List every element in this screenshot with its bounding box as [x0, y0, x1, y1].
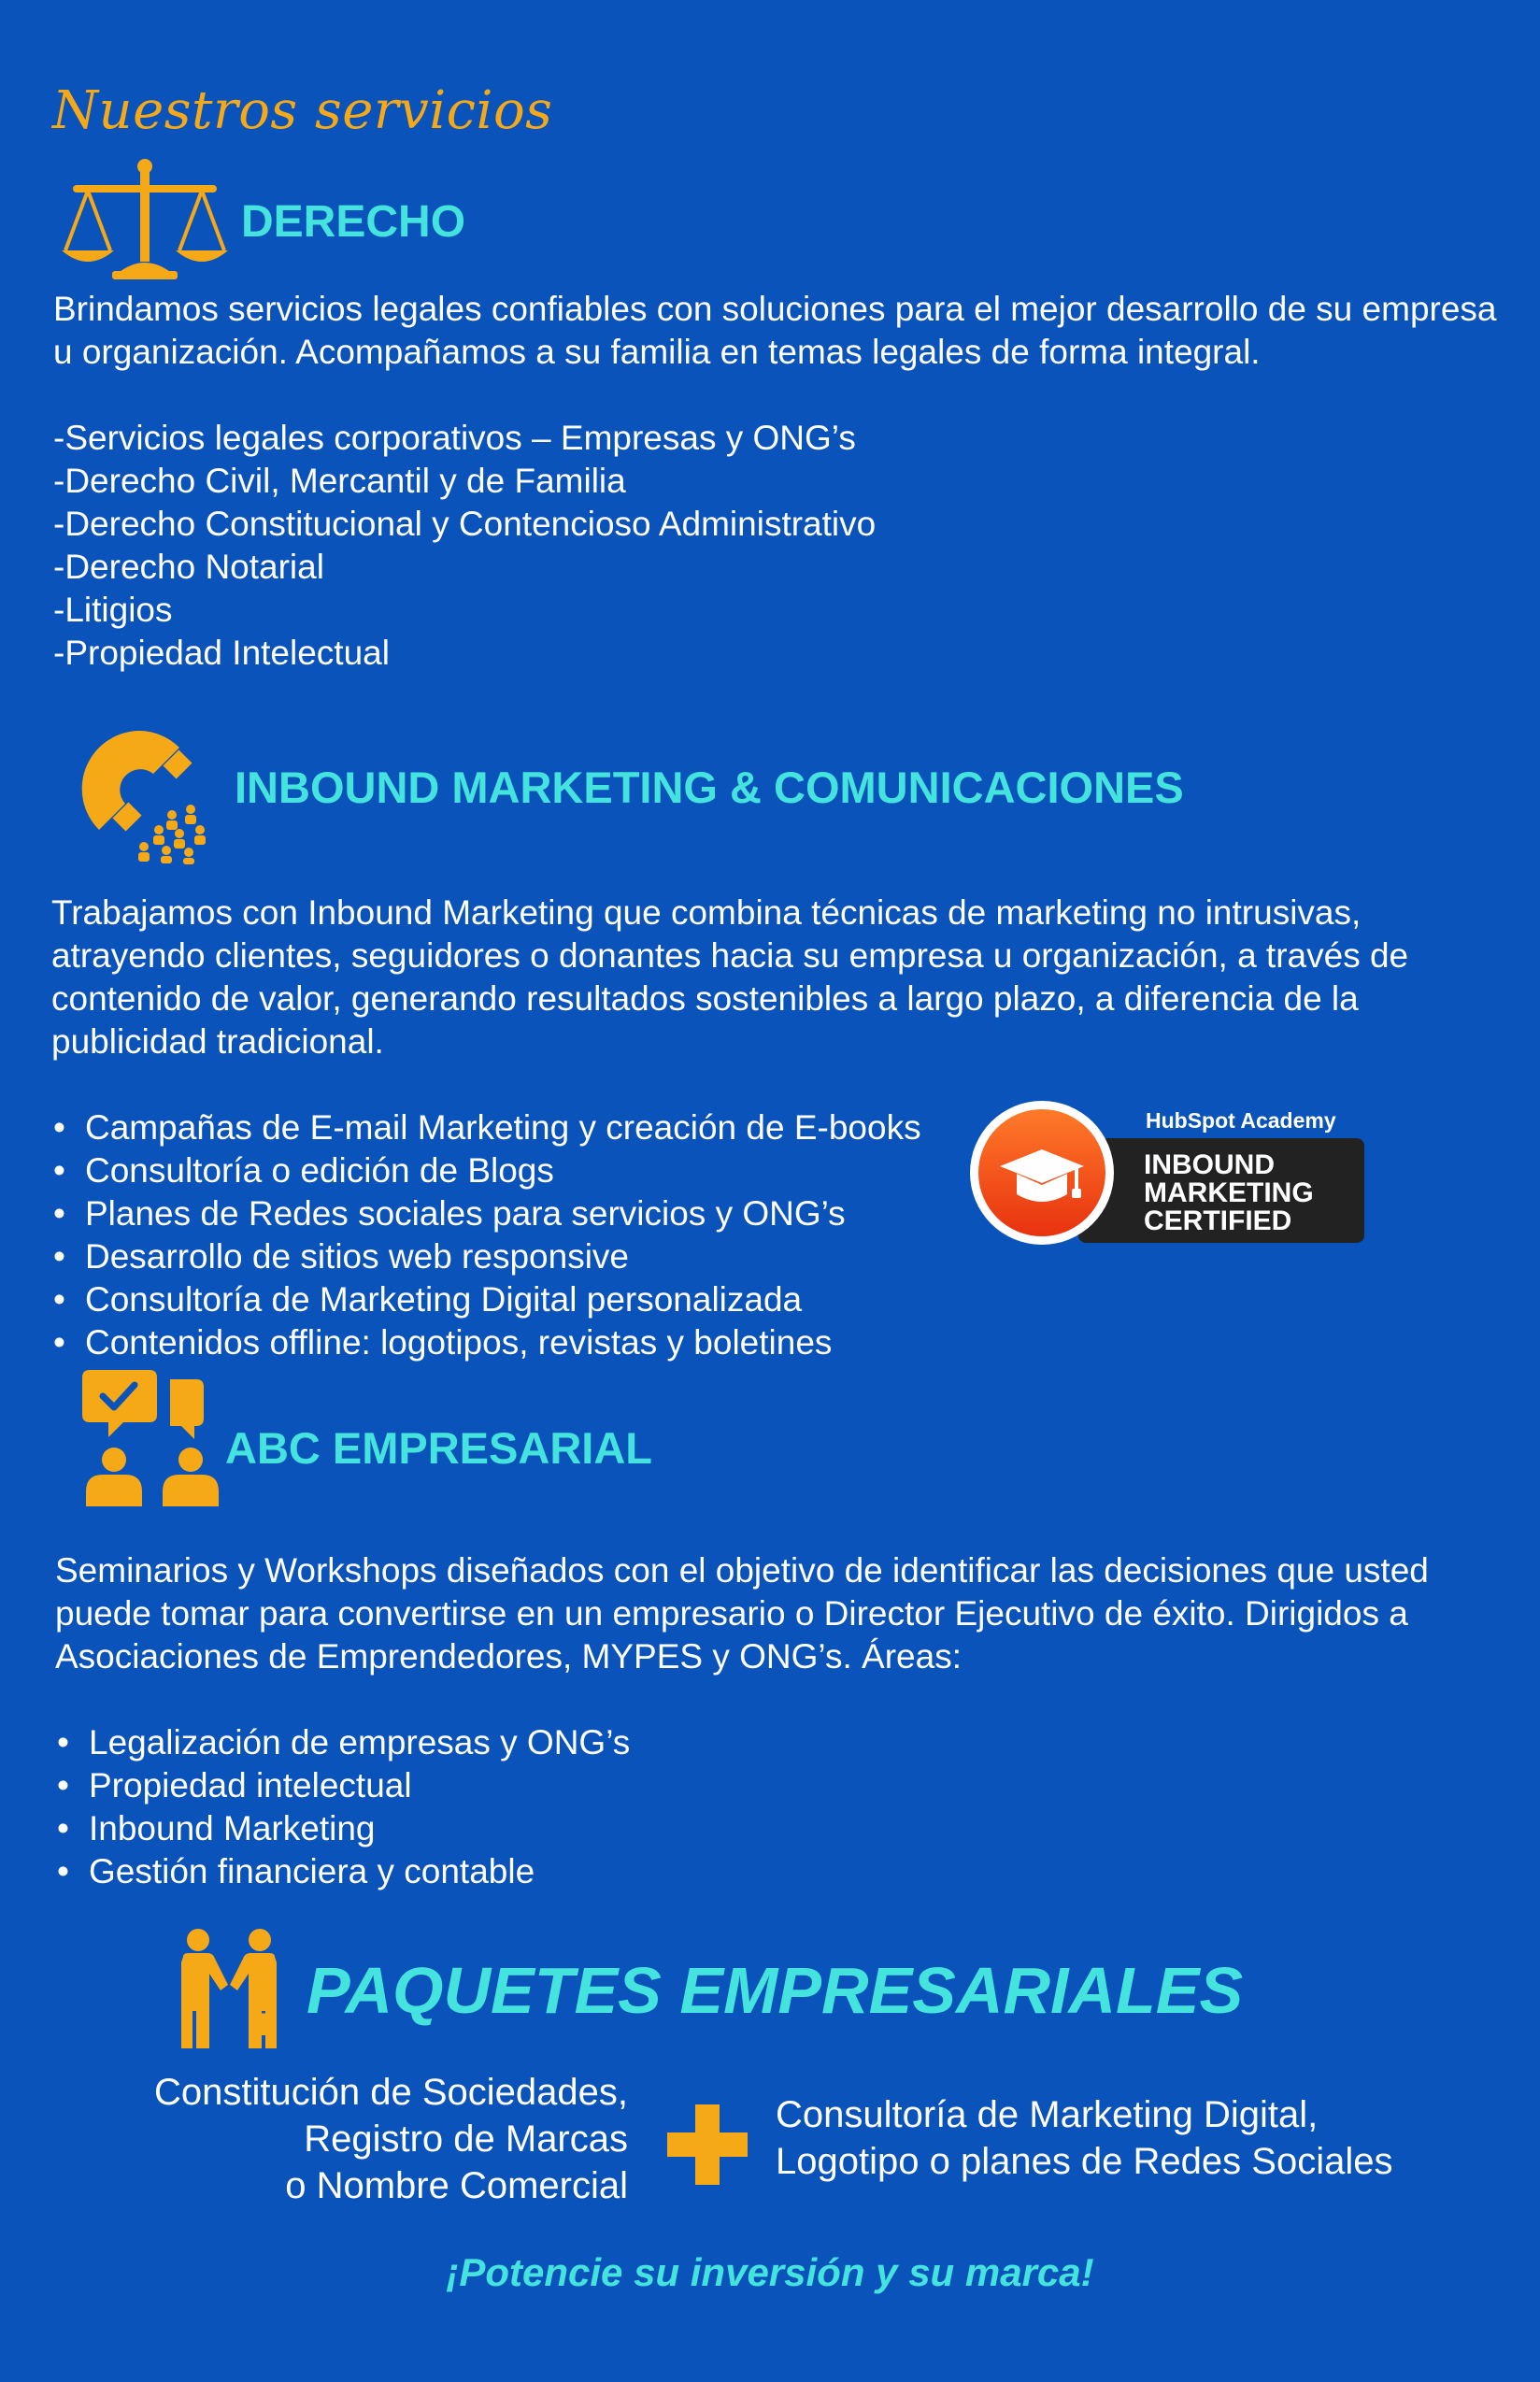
package-legal-line-3: o Nombre Comercial [285, 2165, 628, 2206]
badge-line-2: MARKETING [1144, 1177, 1314, 1208]
list-item: -Propiedad Intelectual [53, 634, 390, 672]
consulting-people-icon [80, 1370, 221, 1506]
abc-list [55, 1721, 1513, 1893]
list-item: • Legalización de empresas y ONG’s [55, 1721, 1513, 1764]
package-marketing-services [776, 2091, 1392, 2185]
list-item: -Derecho Civil, Mercantil y de Familia [53, 462, 626, 500]
derecho-heading: DERECHO [241, 197, 466, 247]
package-marketing-line-2: Logotipo o planes de Redes Sociales [776, 2141, 1393, 2182]
inbound-intro: Trabajamos con Inbound Marketing que combina técnicas de marketing no intrusivas, atrayendo clientes, seguidores o donantes hacia su empresa u organización, a través de contenido de valor, generando resultados sostenibles a largo plazo, a diferencia de la publicidad tradicional. [51, 893, 1409, 1061]
derecho-intro: Brindamos servicios legales confiables con soluciones para el mejor desarrollo de su empresa u organización. Acompañamos a su familia en temas legales de forma integral. [53, 290, 1497, 371]
scales-icon [60, 157, 230, 284]
list-item: • Consultoría de Marketing Digital personalizada [51, 1278, 1509, 1321]
badge-line-1: INBOUND [1144, 1149, 1275, 1180]
list-item: -Derecho Constitucional y Contencioso Administrativo [53, 505, 877, 543]
badge-line-3: CERTIFIED [1144, 1205, 1292, 1236]
paquetes-heading: PAQUETES EMPRESARIALES [307, 1954, 1244, 2027]
list-item: • Campañas de E-mail Marketing y creación de E-books [51, 1106, 1509, 1149]
list-item: • Propiedad intelectual [55, 1764, 1513, 1807]
package-legal-line-2: Registro de Marcas [304, 2118, 628, 2160]
page-title: Nuestros servicios [52, 80, 553, 141]
package-legal-services [154, 2069, 628, 2209]
list-item: -Litigios [53, 591, 173, 629]
badge-academy-label: HubSpot Academy [1146, 1108, 1336, 1133]
abc-intro: Seminarios y Workshops diseñados con el objetivo de identificar las decisiones que usted puede tomar para convertirse en un empresario o Director Ejecutivo de éxito. Dirigidos a Asociaciones de Emprendedores, MYPES y ONG’s. Áreas: [55, 1551, 1429, 1676]
list-item: -Derecho Notarial [53, 548, 324, 586]
hubspot-certification-badge [968, 1099, 1366, 1247]
plus-icon [667, 2104, 748, 2185]
graduation-cap-icon [968, 1099, 1116, 1247]
list-item: • Desarrollo de sitios web responsive [51, 1235, 1509, 1278]
inbound-heading: INBOUND MARKETING & COMUNICACIONES [235, 763, 1184, 812]
handshake-icon [179, 1929, 280, 2048]
badge-label-panel [1078, 1138, 1364, 1243]
list-item: • Inbound Marketing [55, 1807, 1513, 1850]
magnet-people-icon [75, 725, 215, 865]
list-item: • Contenidos offline: logotipos, revistas y boletines [51, 1321, 1509, 1364]
derecho-section-text [53, 288, 1502, 675]
package-marketing-line-1: Consultoría de Marketing Digital, [776, 2094, 1319, 2135]
list-item: -Servicios legales corporativos – Empresas y ONG’s [53, 419, 856, 457]
list-item: • Consultoría o edición de Blogs [51, 1149, 1509, 1192]
list-item: • Planes de Redes sociales para servicios y ONG’s [51, 1192, 1509, 1235]
abc-section-text [55, 1549, 1513, 1893]
package-legal-line-1: Constitución de Sociedades, [154, 2072, 628, 2113]
abc-heading: ABC EMPRESARIAL [225, 1423, 652, 1473]
tagline: ¡Potencie su inversión y su marca! [446, 2250, 1094, 2294]
list-item: • Gestión financiera y contable [55, 1850, 1513, 1893]
derecho-list [53, 417, 1502, 675]
